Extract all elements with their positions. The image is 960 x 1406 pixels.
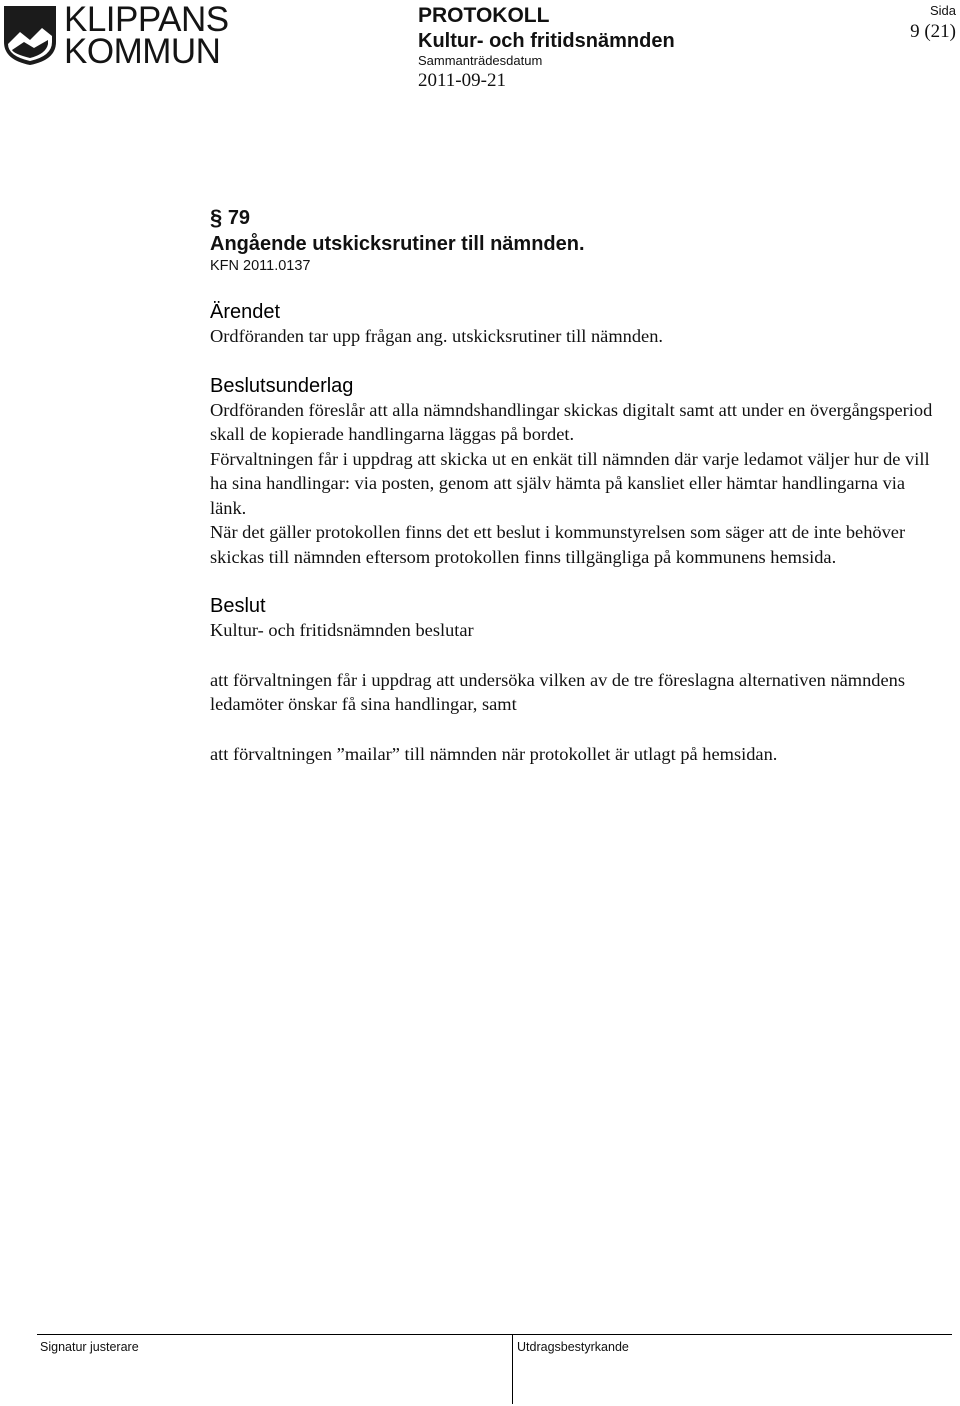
- board-name: Kultur- och fritidsnämnden: [418, 30, 675, 52]
- meeting-date-label: Sammanträdesdatum: [418, 53, 543, 68]
- arendet-text: Ordföranden tar upp frågan ang. utskicksrutiner till nämnden.: [210, 326, 663, 346]
- beslutsunderlag-paragraph: Förvaltningen får i uppdrag att skicka ut en enkät till nämnden där varje ledamot väljer hur de vill ha sina handlingar: via posten, genom att själv hämta på kansliet eller hämtar handlingarna via länk.: [210, 448, 930, 518]
- footer-divider: [512, 1334, 513, 1404]
- protocol-body: [210, 206, 940, 766]
- kommun-logo: [2, 0, 229, 71]
- beslutsunderlag-heading: Beslutsunderlag: [210, 374, 354, 397]
- beslut-item: att förvaltningen får i uppdrag att undersöka vilken av de tre föreslagna alternativen nämndens ledamöter önskar få sina handlingar, samt: [210, 669, 906, 714]
- logo-line-2: KOMMUN: [64, 32, 221, 71]
- page-label: Sida: [929, 3, 956, 18]
- arendet-heading: Ärendet: [210, 301, 281, 323]
- case-reference: KFN 2011.0137: [210, 258, 311, 274]
- beslut-intro: Kultur- och fritidsnämnden beslutar: [210, 620, 474, 640]
- beslutsunderlag-paragraph: När det gäller protokollen finns det ett beslut i kommunstyrelsen som säger att de inte behöver skickas till nämnden eftersom protokollen finns tillgängliga på kommunens hemsida.: [210, 522, 906, 567]
- paragraph-symbol: §: [210, 205, 223, 230]
- document-type: PROTOKOLL: [418, 4, 550, 27]
- meeting-date: 2011-09-21: [418, 70, 506, 91]
- beslutsunderlag-paragraph: Ordföranden föreslår att alla nämndshandlingar skickas digitalt samt att under en övergångsperiod skall de kopierade handlingarna läggas på bordet.: [210, 399, 933, 444]
- beslut-heading: Beslut: [210, 595, 266, 617]
- footer-rule: [37, 1334, 952, 1335]
- page-number: 9 (21): [910, 21, 956, 42]
- section-title: Angående utskicksrutiner till nämnden.: [210, 233, 585, 255]
- kommun-emblem-icon: [2, 4, 60, 66]
- section-number-value: 79: [227, 207, 251, 229]
- section-number: [210, 206, 940, 230]
- logo-line-1: KLIPPANS: [64, 0, 229, 39]
- extract-certification-label: Utdragsbestyrkande: [517, 1340, 629, 1354]
- beslut-item: att förvaltningen ”mailar” till nämnden när protokollet är utlagt på hemsidan.: [210, 743, 778, 764]
- logo-wordmark: [64, 0, 229, 71]
- signature-adjuster-label: Signatur justerare: [40, 1340, 139, 1354]
